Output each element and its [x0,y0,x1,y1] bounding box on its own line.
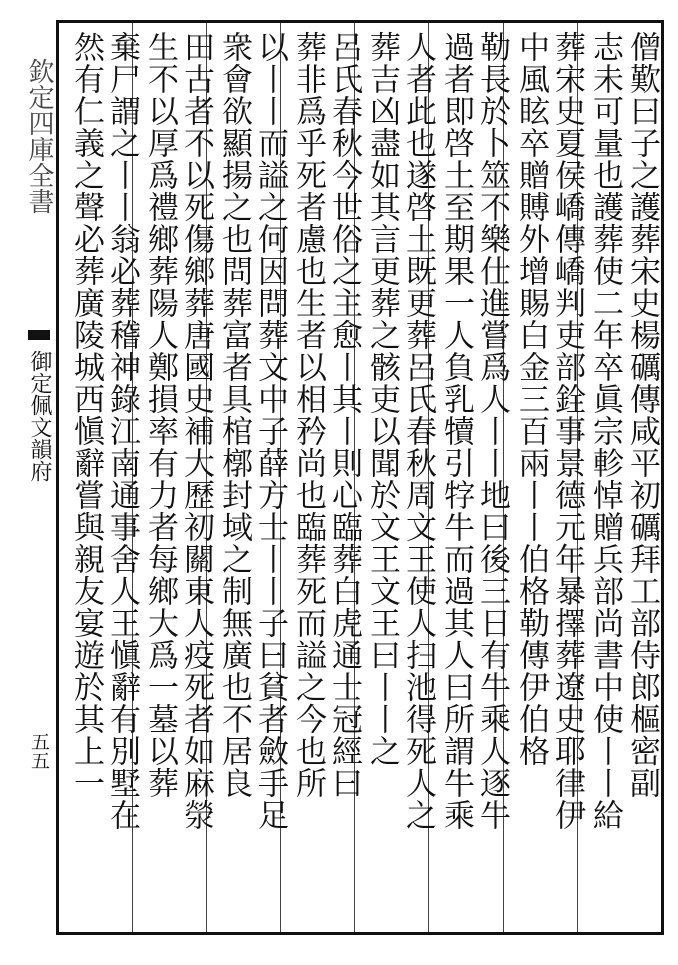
text-column: 生不以厚爲禮鄉葬陽人鄭損率有力者每鄉大爲一墓以葬 [142,31,178,799]
text-column: 僧歎曰子之護葬宋史楊礪傳咸平初礪拜工部侍郎樞密副 [624,31,660,799]
text-column: 葬宋史夏侯嶠傳嶠判吏部銓事景德元年暴擇葬遼史耶律伊 [549,31,585,831]
page-margin [22,20,56,935]
text-column: 衆會欲顯揚之也問葬富者具棺槨封域之制無廣也不居良 [216,31,252,799]
text-column: 田古者不以死傷鄉葬唐國史補大歷初關東人疫死者如麻滎 [178,31,214,831]
text-column: 以丨丨而謚之何因問葬文中子薛方士丨丨子曰貧者斂手足 [252,31,288,831]
text-column: 過者即啓土至期果一人負乳犢引牸牛而過其人曰所謂牛乘 [438,31,474,831]
fish-tail-mark [28,330,50,340]
text-column: 葬非爲乎死者慮也生者以相矜尚也臨葬死而謚之今也所 [290,31,326,799]
text-column: 葬吉凶盡如其言更葬之骸吏以聞於文王文王曰丨丨之 [364,31,400,767]
text-column: 棄尸謂之丨丨翁必葬稽神錄江南通事舍人王愼辭有別墅在 [104,31,140,831]
text-column: 呂氏春秋今世俗之主愈丨其丨則心臨葬白虎通士冠經曰 [326,31,362,799]
text-column: 志未可量也護葬使二年卒眞宗軫悼贈兵部尚書中使丨丨給 [587,31,623,831]
book-title: 欽定四庫全書 [24,58,54,214]
text-column: 人者此也遂啓土既更葬呂氏春秋周文王使人扫池得死人之 [400,31,436,831]
volume-title: 御定佩文韻府 [27,350,52,482]
text-column: 中風眩卒贈賻外增賜白金三百兩丨丨伯格勒傳伊伯格 [513,31,549,767]
page-number: 五五 [28,732,50,770]
text-column: 然有仁義之聲必葬廣陵城西愼辭嘗與親友宴遊於其上一 [68,31,104,799]
text-frame [56,20,664,935]
text-column: 勒長於卜筮不樂仕進嘗爲人丨丨地曰後三日有牛乘人逐牛 [474,31,510,831]
